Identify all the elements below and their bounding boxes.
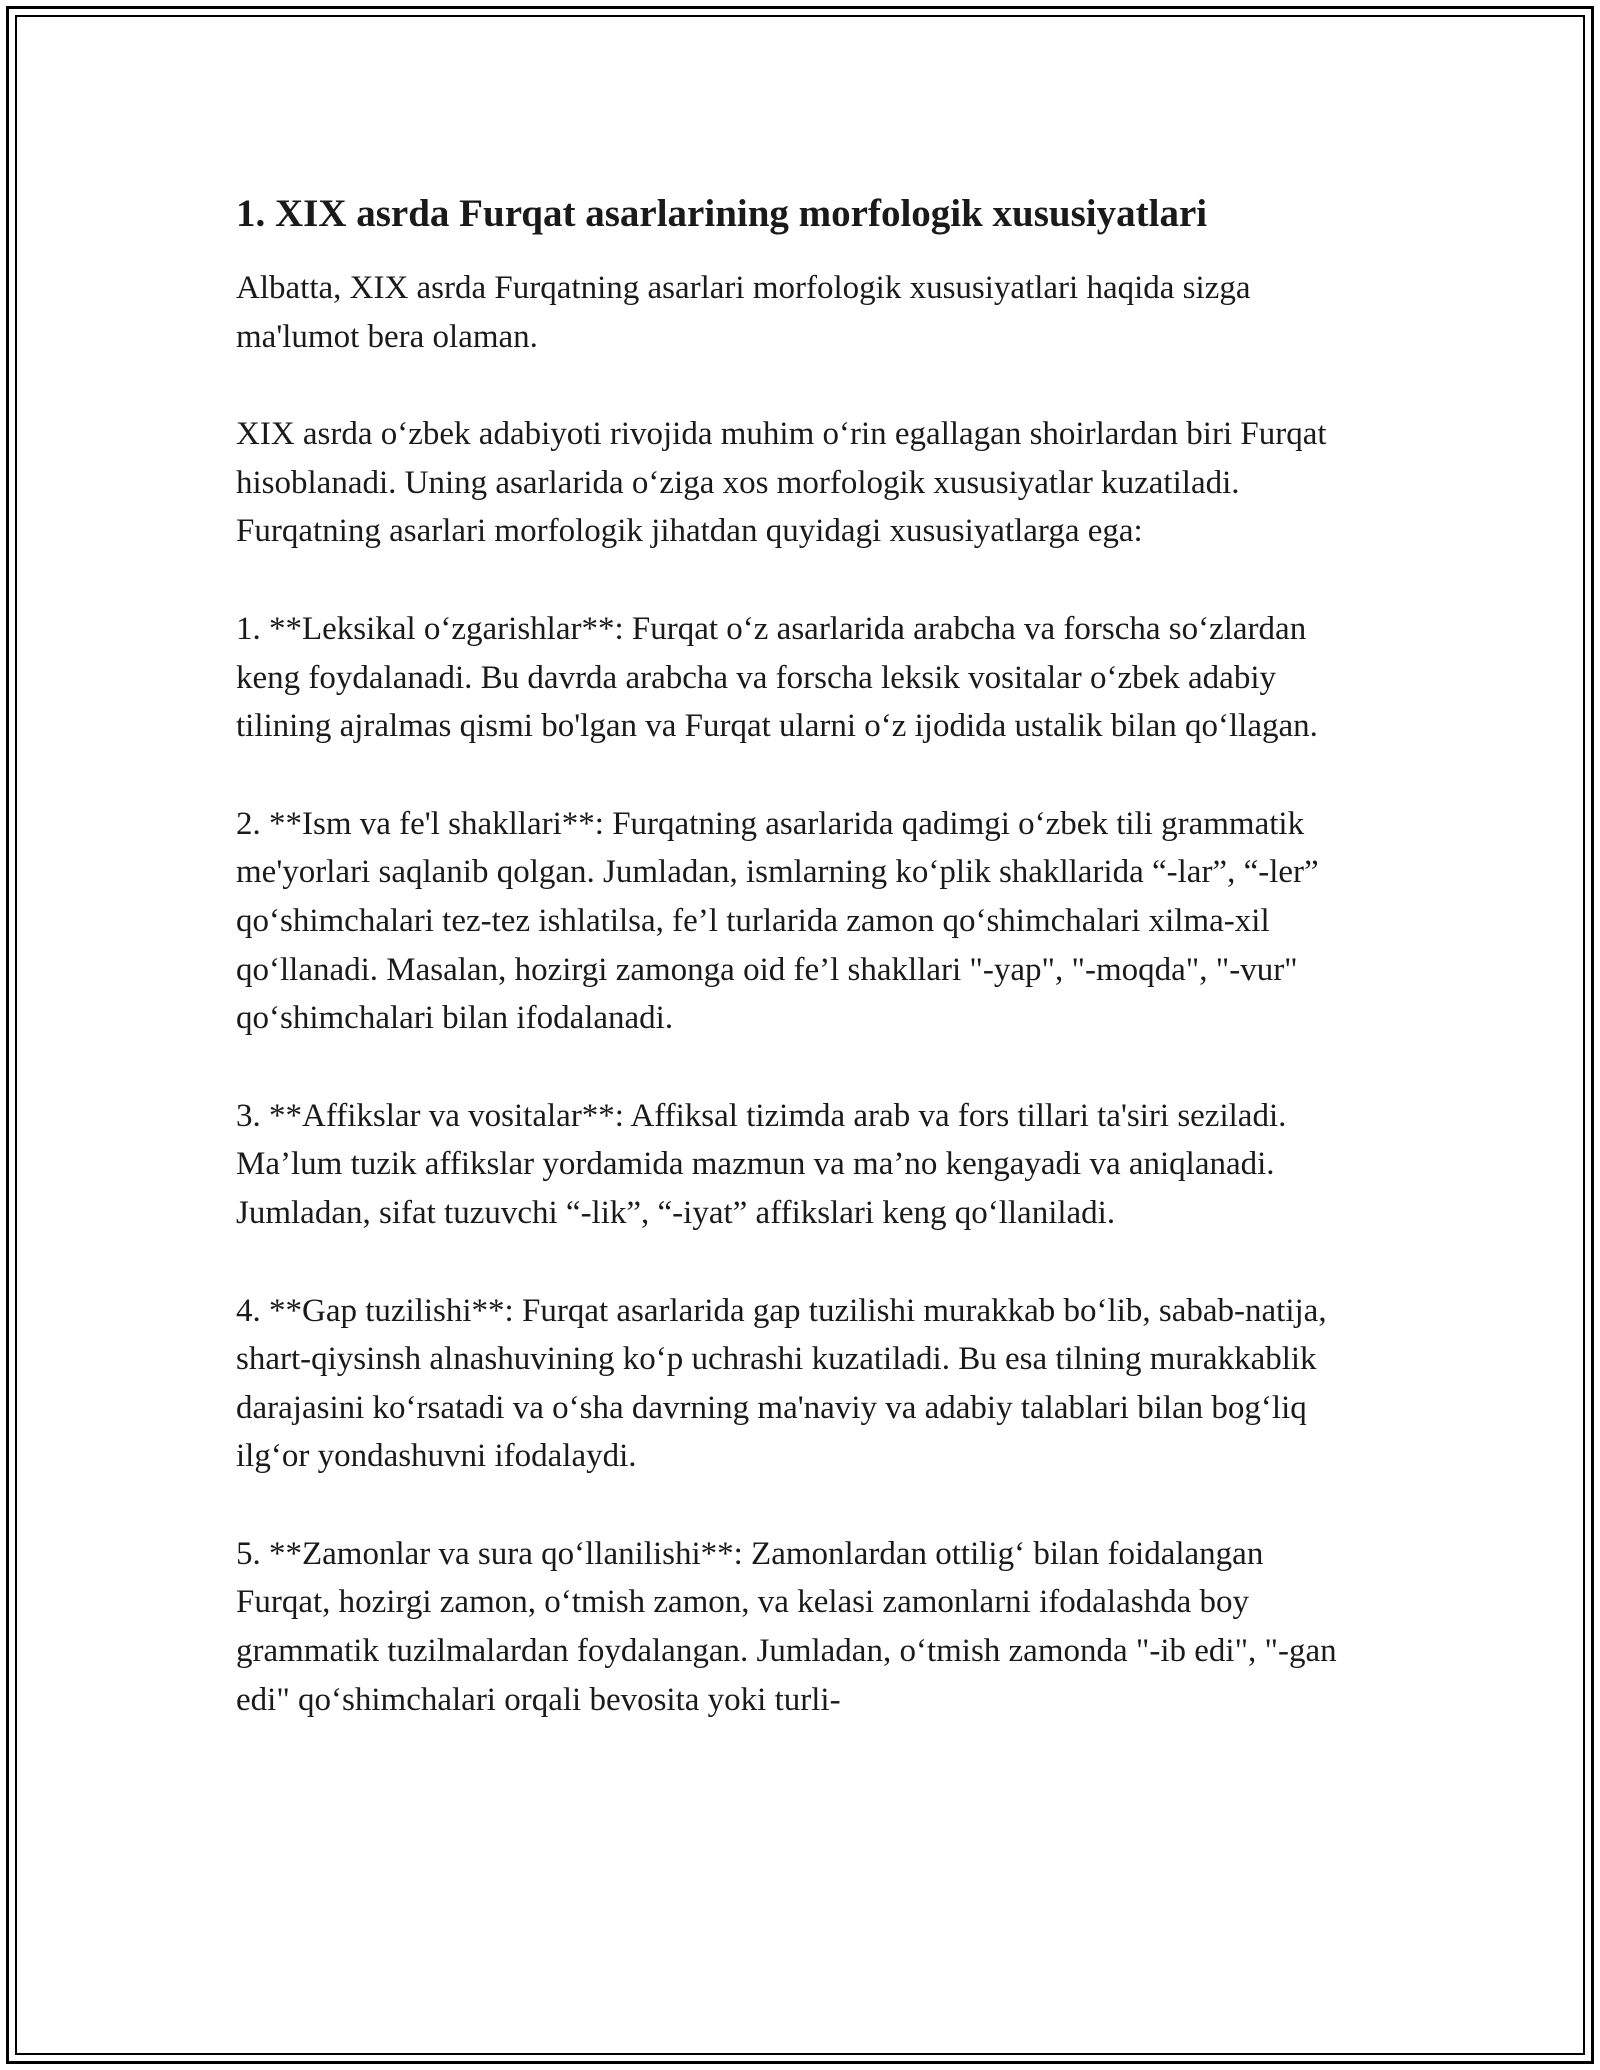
paragraph-overview: XIX asrda oʻzbek adabiyoti rivojida muhim oʻrin egallagan shoirlardan biri Furqat hisoblanadi. Uning asarlarida oʻziga xos morfologik xususiyatlar kuzatiladi. Furqatning asarlari morfologik jihatdan quyidagi xususiyatlarga ega: <box>236 416 1327 550</box>
paragraph-lexical-changes: 1. **Leksikal oʻzgarishlar**: Furqat oʻz asarlarida arabcha va forscha soʻzlardan keng foydalanadi. Bu davrda arabcha va forscha leksik vositalar oʻzbek adabiy tilining ajralmas qismi bo'lgan va Furqat ularni oʻz ijodida ustalik bilan qoʻllagan. <box>236 610 1318 745</box>
paragraph-noun-verb-forms: 2. **Ism va fe'l shakllari**: Furqatning asarlarida qadimgi oʻzbek tili grammatik me'yorlari saqlanib qolgan. Jumladan, ismlarning koʻplik shakllarida “-lar”, “-ler” qoʻshimchalari tez-tez ishlatilsa, fe’l turlarida zamon qoʻshimchalari xilma-xil qoʻllanadi. Masalan, hozirgi zamonga oid fe’l shakllari "-yap", "-moqda", "-vur" qoʻshimchalari bilan ifodalanadi. <box>236 805 1319 1037</box>
paragraph-intro: Albatta, XIX asrda Furqatning asarlari morfologik xususiyatlari haqida sizga ma'lumot bera olaman. <box>236 270 1251 355</box>
document-title: 1. XIX asrda Furqat asarlarining morfologik xususiyatlari <box>236 192 1208 235</box>
paragraph-sentence-structure: 4. **Gap tuzilishi**: Furqat asarlarida gap tuzilishi murakkab boʻlib, sabab-natija, shart-qiysinsh alnashuvining koʻp uchrashi kuzatiladi. Bu esa tilning murakkablik darajasini koʻrsatadi va oʻsha davrning ma'naviy va adabiy talablari bilan bogʻliq ilgʻor yondashuvni ifodalaydi. <box>236 1292 1327 1475</box>
paragraph-tenses: 5. **Zamonlar va sura qoʻllanilishi**: Zamonlardan ottiligʻ bilan foidalangan Furqat, hozirgi zamon, oʻtmish zamon, va kelasi zamonlarni ifodalashda boy grammatik tuzilmalardan foydalangan. Jumladan, oʻtmish zamonda "-ib edi", "-gan edi" qoʻshimchalari orqali bevosita yoki turli- <box>236 1535 1337 1718</box>
paragraph-affixes: 3. **Affikslar va vositalar**: Affiksal tizimda arab va fors tillari ta'siri seziladi. Ma’lum tuzik affikslar yordamida mazmun va ma’no kengayadi va aniqlanadi. Jumladan, sifat tuzuvchi “-lik”, “-iyat” affikslari keng qoʻllaniladi. <box>236 1097 1287 1231</box>
document-body <box>236 186 1364 1724</box>
